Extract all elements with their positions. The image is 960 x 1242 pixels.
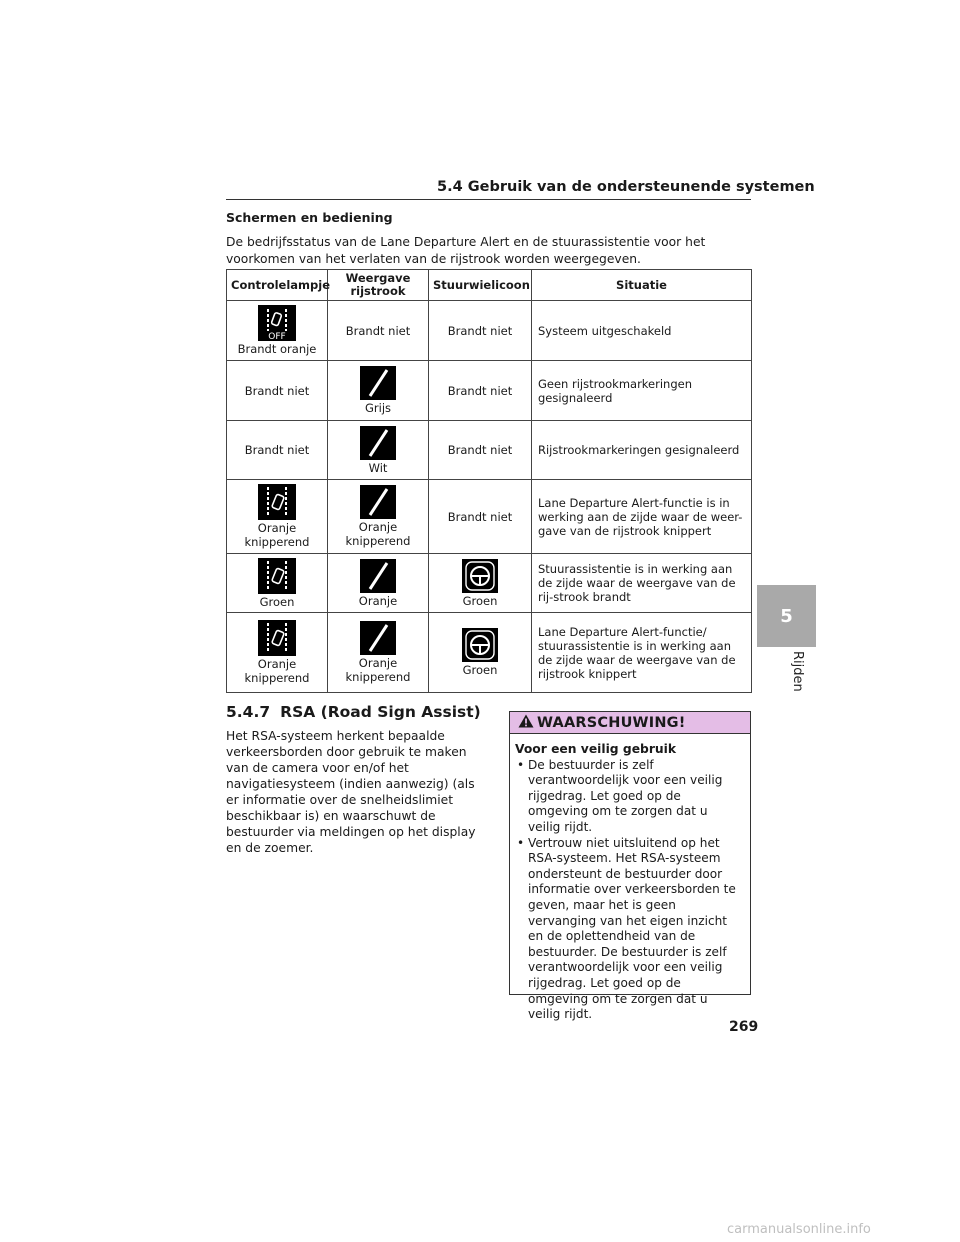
table-header-row (227, 270, 752, 301)
rsa-section-number: 5.4.7 (226, 703, 271, 721)
warning-subtitle: Voor een veilig gebruik (515, 742, 677, 756)
header-rule (226, 199, 751, 200)
cell-situation: Lane Departure Alert-functie/ stuurassistentie is in werking aan de zijde waar de weergave van de rijstrook knippert (532, 613, 752, 693)
cell-situation: Lane Departure Alert-functie is in werking aan de zijde waar de weer-gave van de rijstrook knippert (532, 480, 752, 554)
cell-indicator: Brandt niet (227, 421, 328, 480)
warning-title: WAARSCHUWING! (537, 714, 686, 731)
cell-caption: Oranje (358, 593, 398, 608)
table-row (227, 361, 752, 421)
warning-triangle-icon (518, 713, 534, 732)
cell-caption: Groen (462, 663, 498, 677)
table-row (227, 480, 752, 554)
warning-list (515, 758, 742, 1023)
cell-steering-icon: Brandt niet (429, 480, 532, 554)
steering-assist-icon (462, 559, 498, 593)
cell-steering-icon: Brandt niet (429, 421, 532, 480)
chapter-header: 5.4 Gebruik van de ondersteunende systemen (437, 179, 815, 195)
lane-departure-icon (258, 558, 296, 594)
cell-caption: Oranje knipperend (244, 657, 310, 685)
cell-indicator (227, 613, 328, 693)
steering-assist-icon (462, 628, 498, 662)
cell-lane-display (328, 361, 429, 421)
cell-indicator (227, 554, 328, 613)
chapter-tab-label: Rijden (790, 651, 805, 692)
cell-situation: Systeem uitgeschakeld (532, 301, 752, 361)
rsa-paragraph: Het RSA-systeem herkent bepaalde verkeersborden door gebruik te maken van de camera voor en/of het navigatiesysteem (indien aanwezig) (als er informatie over de snelheidslimiet beschikbaar is) en waarschuwt de bestuurder via meldingen op het display en de zoemer. (226, 729, 476, 855)
section-title: Schermen en bediening (226, 210, 393, 225)
status-table (226, 269, 752, 693)
lane-departure-icon (258, 620, 296, 656)
lane-line-icon (360, 366, 396, 400)
cell-steering-icon (429, 554, 532, 613)
cell-caption: Oranje knipperend (345, 520, 411, 548)
lane-line-icon (360, 426, 396, 460)
lane-line-icon (360, 621, 396, 655)
lane-line-icon (360, 485, 396, 519)
table-row (227, 421, 752, 480)
cell-indicator (227, 301, 328, 361)
intro-paragraph: De bedrijfsstatus van de Lane Departure Alert en de stuurassistentie voor het voorkomen van het verlaten van de rijstrook worden weergegeven. (226, 235, 706, 266)
lane-line-icon (360, 559, 396, 593)
cell-caption: Oranje knipperend (244, 521, 310, 549)
cell-caption: Groen (259, 594, 295, 609)
warning-box (509, 711, 751, 1022)
cell-lane-display (328, 480, 429, 554)
cell-situation: Rijstrookmarkeringen gesignaleerd (532, 421, 752, 480)
cell-indicator (227, 480, 328, 554)
cell-situation: Geen rijstrookmarkeringen gesignaleerd (532, 361, 752, 421)
cell-steering-icon: Brandt niet (429, 361, 532, 421)
cell-indicator: Brandt niet (227, 361, 328, 421)
lane-departure-off-icon (258, 305, 296, 341)
col-header-indicator: Controlelampje (227, 270, 328, 301)
table-row (227, 554, 752, 613)
cell-situation: Stuurassistentie is in werking aan de zijde waar de weergave van de rij-strook brandt (532, 554, 752, 613)
cell-lane-display (328, 421, 429, 480)
cell-caption: Oranje knipperend (345, 656, 411, 684)
rsa-section-title: RSA (Road Sign Assist) (280, 703, 481, 721)
warning-body (510, 734, 750, 1023)
warning-header (510, 712, 750, 734)
cell-caption: Grijs (364, 401, 392, 415)
col-header-steering-icon: Stuurwielicoon (429, 270, 532, 301)
page-number: 269 (729, 1019, 759, 1035)
table-row (227, 613, 752, 693)
cell-lane-display (328, 613, 429, 693)
list-item: • Vertrouw niet uitsluitend op het RSA-systeem. Het RSA-systeem ondersteunt de bestuurder door informatie over verkeersborden te geven, maar het is geen vervanging van het eigen inzicht en de oplettendheid van de bestuurder. De bestuurder is zelf verantwoordelijk voor een veilig rijgedrag. Let goed op de omgeving om te zorgen dat u veilig rijdt. (515, 836, 742, 1023)
lane-departure-icon (258, 484, 296, 520)
table-row (227, 301, 752, 361)
cell-caption: Groen (462, 593, 498, 608)
cell-caption: Wit (368, 460, 388, 475)
watermark: carmanualsonline.info (727, 1222, 871, 1237)
cell-steering-icon (429, 613, 532, 693)
cell-lane-display: Brandt niet (328, 301, 429, 361)
list-item: • De bestuurder is zelf verantwoordelijk voor een veilig rijgedrag. Let goed op de omgeving om te zorgen dat u veilig rijdt. (515, 758, 742, 836)
cell-caption: Brandt oranje (237, 342, 317, 356)
cell-steering-icon: Brandt niet (429, 301, 532, 361)
chapter-tab: 5 (757, 585, 816, 647)
col-header-situation: Situatie (532, 270, 752, 301)
off-label: OFF (268, 332, 286, 341)
col-header-lane-display: Weergave rijstrook (328, 270, 429, 301)
cell-lane-display (328, 554, 429, 613)
rsa-heading (226, 703, 481, 721)
